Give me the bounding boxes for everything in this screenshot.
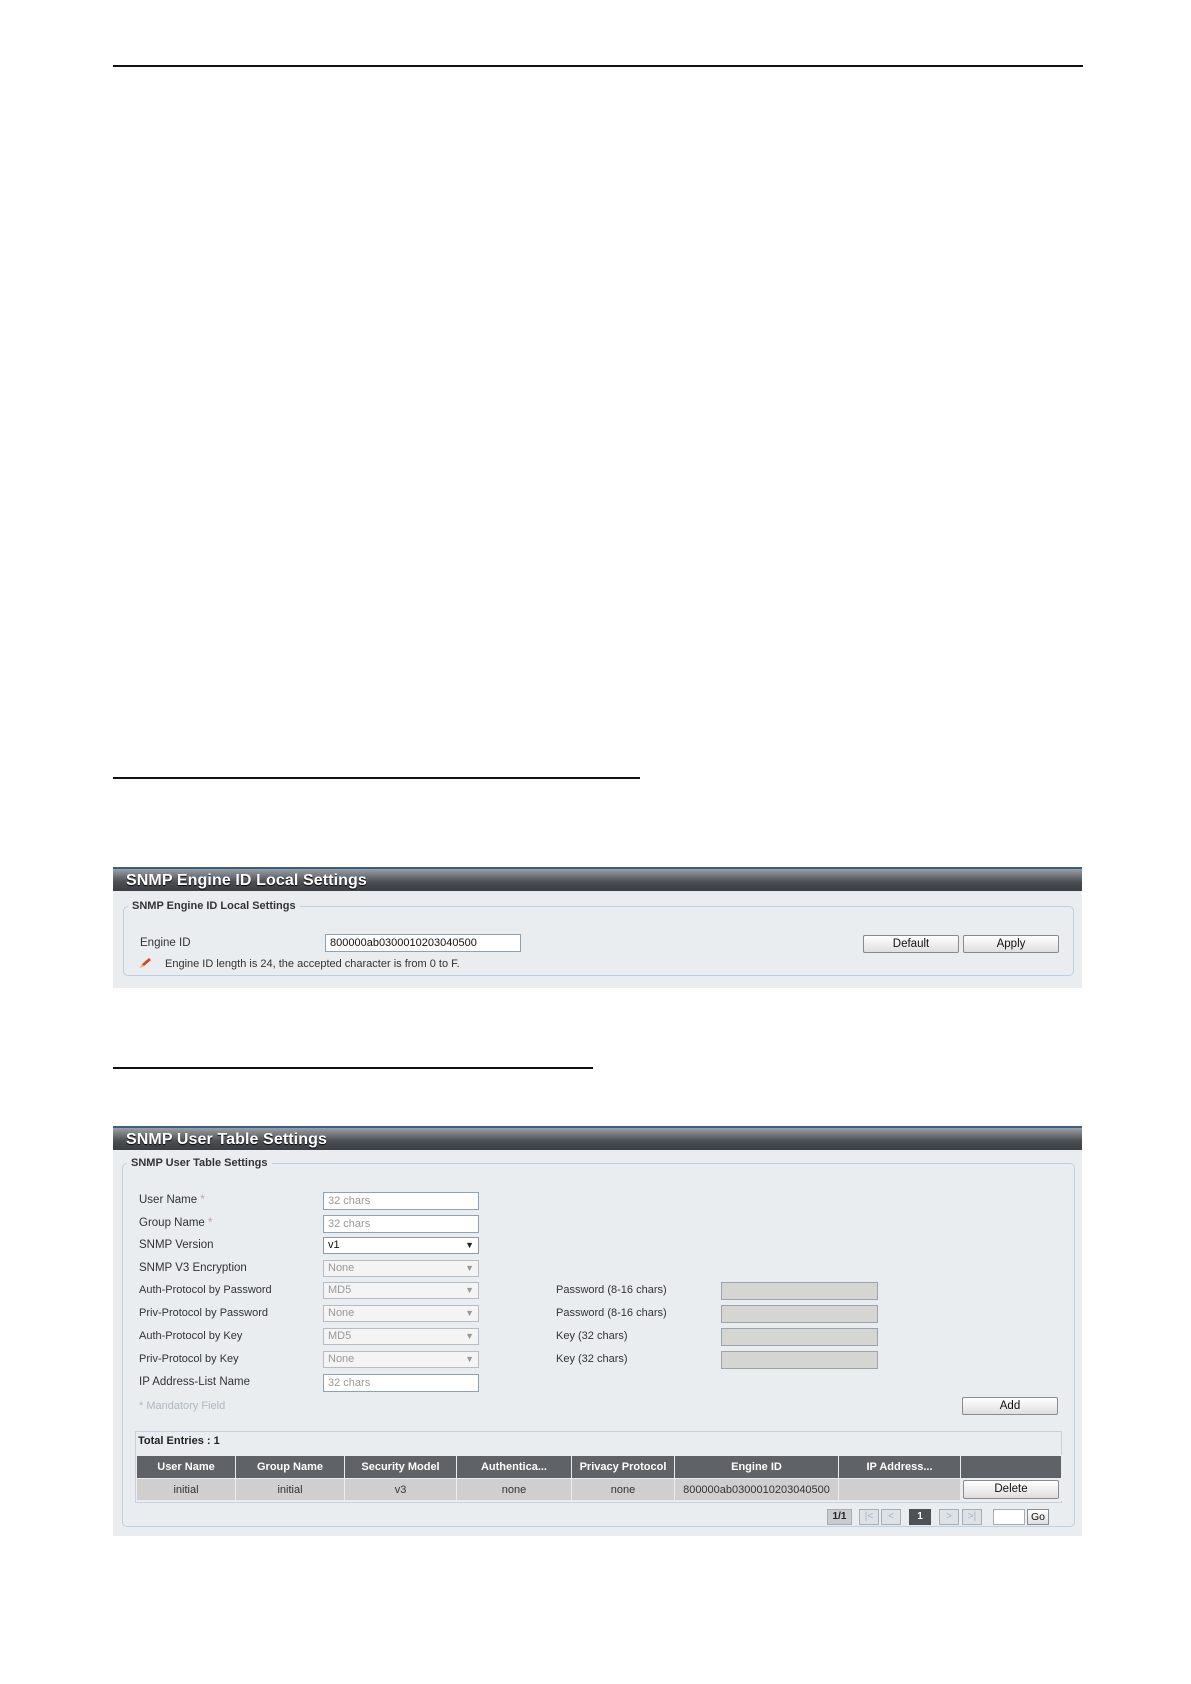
- priv-key-input[interactable]: [721, 1351, 878, 1369]
- engine-id-note: Engine ID length is 24, the accepted character is from 0 to F.: [165, 958, 460, 970]
- snmp-version-label: SNMP Version: [139, 1239, 214, 1251]
- cell-authentication: none: [457, 1479, 572, 1501]
- default-button[interactable]: Default: [863, 935, 959, 953]
- auth-password-label: Password (8-16 chars): [556, 1284, 667, 1296]
- col-header-user-name[interactable]: User Name: [137, 1456, 236, 1479]
- col-header-ip-address[interactable]: IP Address...: [839, 1456, 961, 1479]
- user-table: [136, 1455, 1062, 1501]
- priv-key-label: Key (32 chars): [556, 1353, 628, 1365]
- priv-by-password-select[interactable]: None ▼: [323, 1305, 479, 1322]
- engine-id-legend: SNMP Engine ID Local Settings: [132, 900, 296, 912]
- mandatory-field-note: * Mandatory Field: [139, 1400, 226, 1412]
- mandatory-star: *: [208, 1217, 213, 1229]
- group-name-input[interactable]: 32 chars: [323, 1215, 479, 1233]
- table-header-row: [137, 1456, 1062, 1479]
- cell-user-name: initial: [137, 1479, 236, 1501]
- priv-by-password-label: Priv-Protocol by Password: [139, 1307, 268, 1319]
- auth-password-input[interactable]: [721, 1282, 878, 1300]
- page-header-rule: [113, 65, 1083, 67]
- priv-password-label: Password (8-16 chars): [556, 1307, 667, 1319]
- ip-list-label: IP Address-List Name: [139, 1376, 251, 1388]
- engine-id-input[interactable]: 800000ab0300010203040500: [325, 934, 521, 952]
- auth-by-password-select[interactable]: MD5 ▼: [323, 1282, 479, 1299]
- auth-key-label: Key (32 chars): [556, 1330, 628, 1342]
- cell-action: [961, 1479, 1062, 1501]
- section-underline-2: [113, 1067, 593, 1069]
- auth-by-key-select[interactable]: MD5 ▼: [323, 1328, 479, 1345]
- page-jump-input[interactable]: [993, 1509, 1025, 1525]
- mandatory-star: *: [200, 1194, 205, 1206]
- group-name-label: Group Name *: [139, 1217, 213, 1229]
- cell-security-model: v3: [345, 1479, 457, 1501]
- engine-id-panel: [113, 867, 1082, 988]
- add-button[interactable]: Add: [962, 1397, 1058, 1415]
- first-page-button[interactable]: |<: [859, 1509, 879, 1525]
- delete-button[interactable]: Delete: [963, 1480, 1059, 1499]
- chevron-down-icon: ▼: [465, 1308, 474, 1318]
- go-button[interactable]: Go: [1027, 1509, 1049, 1525]
- auth-key-input[interactable]: [721, 1328, 878, 1346]
- last-page-button[interactable]: >|: [962, 1509, 982, 1525]
- user-table-panel: [113, 1126, 1082, 1536]
- col-header-group-name[interactable]: Group Name: [236, 1456, 345, 1479]
- col-header-security-model[interactable]: Security Model: [345, 1456, 457, 1479]
- chevron-down-icon: ▼: [465, 1331, 474, 1341]
- apply-button[interactable]: Apply: [963, 935, 1059, 953]
- engine-id-label: Engine ID: [140, 937, 191, 949]
- cell-group-name: initial: [236, 1479, 345, 1501]
- v3-encryption-label: SNMP V3 Encryption: [139, 1262, 247, 1274]
- chevron-down-icon: ▼: [465, 1354, 474, 1364]
- cell-engine-id: 800000ab0300010203040500: [675, 1479, 839, 1501]
- v3-encryption-select[interactable]: None ▼: [323, 1260, 479, 1277]
- chevron-down-icon: ▼: [465, 1263, 474, 1273]
- priv-by-key-select[interactable]: None ▼: [323, 1351, 479, 1368]
- chevron-down-icon: ▼: [465, 1240, 474, 1250]
- priv-by-key-label: Priv-Protocol by Key: [139, 1353, 239, 1365]
- page-info: 1/1: [827, 1509, 852, 1525]
- user-name-input[interactable]: 32 chars: [323, 1192, 479, 1210]
- user-table-panel-title: SNMP User Table Settings: [113, 1126, 1082, 1150]
- col-header-privacy-protocol[interactable]: Privacy Protocol: [572, 1456, 675, 1479]
- user-name-label: User Name *: [139, 1194, 205, 1206]
- next-page-button[interactable]: >: [939, 1509, 959, 1525]
- prev-page-button[interactable]: <: [881, 1509, 901, 1525]
- snmp-version-select[interactable]: v1 ▼: [323, 1237, 479, 1254]
- cell-ip-address: [839, 1479, 961, 1501]
- chevron-down-icon: ▼: [465, 1285, 474, 1295]
- col-header-authentication[interactable]: Authentica...: [457, 1456, 572, 1479]
- table-row: [137, 1479, 1062, 1501]
- col-header-engine-id[interactable]: Engine ID: [675, 1456, 839, 1479]
- user-table-legend: SNMP User Table Settings: [131, 1157, 268, 1169]
- current-page-button[interactable]: 1: [909, 1509, 931, 1525]
- auth-by-key-label: Auth-Protocol by Key: [139, 1330, 243, 1342]
- section-underline-1: [113, 777, 640, 779]
- cell-privacy-protocol: none: [572, 1479, 675, 1501]
- pencil-icon: [139, 956, 153, 968]
- total-entries: Total Entries : 1: [138, 1435, 220, 1447]
- engine-id-panel-title: SNMP Engine ID Local Settings: [113, 867, 1082, 891]
- auth-by-password-label: Auth-Protocol by Password: [139, 1284, 272, 1296]
- priv-password-input[interactable]: [721, 1305, 878, 1323]
- col-header-action: [961, 1456, 1062, 1479]
- ip-list-input[interactable]: 32 chars: [323, 1374, 479, 1392]
